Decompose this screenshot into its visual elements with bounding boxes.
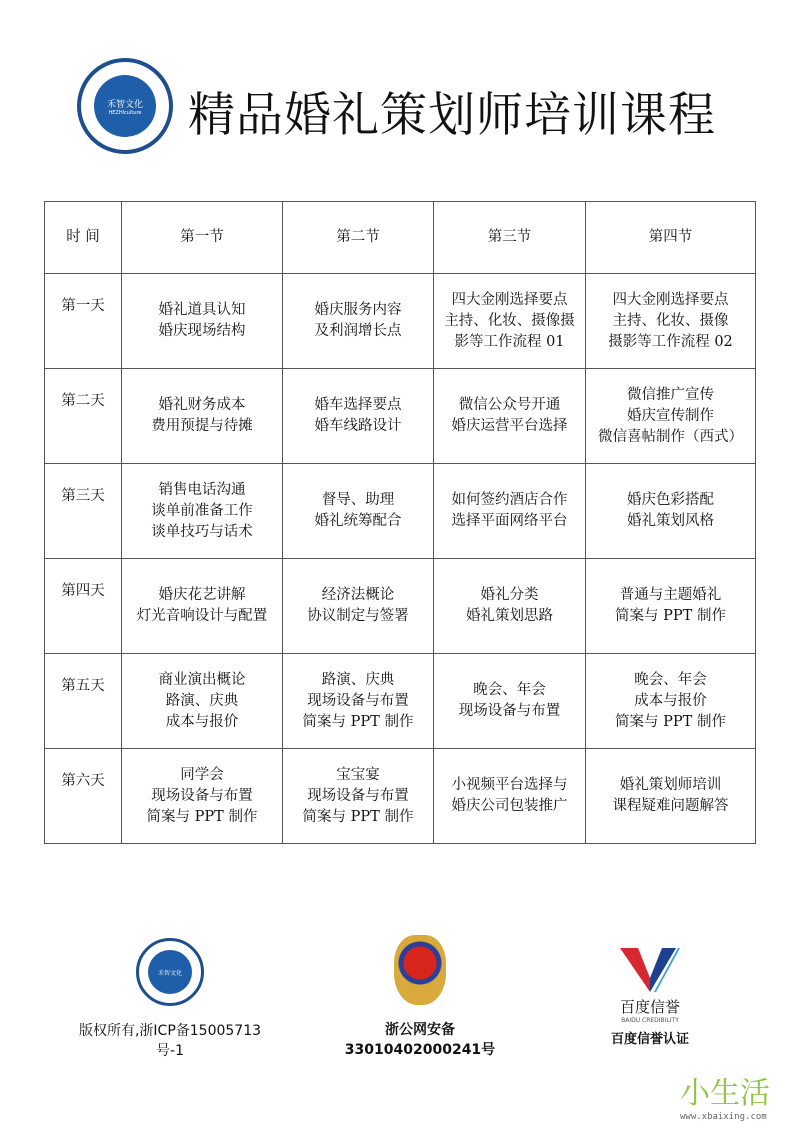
session-line: 成本与报价 bbox=[165, 713, 239, 730]
session-line: 费用预提与待摊 bbox=[151, 418, 253, 434]
session-cell bbox=[586, 654, 756, 749]
session-line: 婚庆宣传制作 bbox=[627, 407, 714, 424]
session-cell bbox=[586, 274, 756, 369]
session-cell bbox=[122, 369, 283, 464]
session-line: 谈单技巧与话术 bbox=[151, 523, 253, 540]
session-line: 婚礼策划思路 bbox=[466, 608, 553, 624]
column-header: 第三节 bbox=[434, 202, 586, 274]
session-line: 谈单前准备工作 bbox=[151, 502, 253, 519]
session-cell bbox=[122, 559, 283, 654]
session-cell bbox=[122, 654, 283, 749]
session-line: 现场设备与布置 bbox=[307, 787, 409, 804]
session-line: 婚庆色彩搭配 bbox=[627, 492, 714, 508]
session-cell bbox=[122, 749, 283, 844]
session-line: 经济法概论 bbox=[321, 587, 395, 603]
day-cell: 第一天 bbox=[45, 274, 122, 369]
police-emblem-icon bbox=[394, 935, 446, 1005]
session-line: 协议制定与签署 bbox=[307, 608, 409, 624]
day-cell: 第六天 bbox=[45, 749, 122, 844]
session-cell bbox=[434, 749, 586, 844]
session-line: 晚会、年会 bbox=[473, 682, 546, 698]
session-line: 婚庆公司包装推广 bbox=[451, 798, 568, 814]
session-line: 四大金刚选择要点 bbox=[451, 291, 568, 308]
session-line: 婚庆服务内容 bbox=[314, 302, 402, 318]
session-line: 晚会、年会 bbox=[634, 671, 707, 688]
table-row bbox=[45, 559, 756, 654]
footer-police: 浙公网安备 33010402000241号 bbox=[320, 935, 520, 1059]
session-line: 微信推广宣传 bbox=[627, 386, 714, 403]
session-cell bbox=[283, 749, 434, 844]
session-cell bbox=[434, 369, 586, 464]
session-line: 销售电话沟通 bbox=[158, 481, 246, 498]
table-row bbox=[45, 464, 756, 559]
session-line: 婚庆现场结构 bbox=[158, 323, 246, 339]
session-cell bbox=[283, 654, 434, 749]
session-line: 路演、庆典 bbox=[321, 671, 395, 688]
session-line: 微信喜帖制作（西式） bbox=[598, 428, 743, 445]
day-cell: 第四天 bbox=[45, 559, 122, 654]
session-cell bbox=[434, 559, 586, 654]
session-line: 同学会 bbox=[180, 766, 224, 783]
session-line: 现场设备与布置 bbox=[151, 787, 253, 804]
course-table bbox=[44, 201, 756, 844]
session-cell bbox=[434, 654, 586, 749]
hezhi-logo: 禾智文化 HEZHIculture bbox=[77, 58, 173, 154]
session-line: 微信公众号开通 bbox=[458, 397, 561, 413]
session-line: 婚车选择要点 bbox=[314, 397, 402, 413]
hezhi-logo-small: 禾智文化 bbox=[136, 938, 204, 1006]
session-cell bbox=[434, 274, 586, 369]
session-line: 普通与主题婚礼 bbox=[619, 587, 722, 603]
session-line: 婚礼财务成本 bbox=[158, 397, 246, 413]
session-line: 婚礼策划风格 bbox=[627, 513, 714, 529]
page-title: 精品婚礼策划师培训课程 bbox=[188, 88, 716, 143]
session-line: 督导、助理 bbox=[321, 492, 395, 508]
session-cell bbox=[586, 559, 756, 654]
session-line: 成本与报价 bbox=[634, 692, 707, 709]
session-cell bbox=[586, 749, 756, 844]
session-line: 婚车线路设计 bbox=[314, 418, 402, 434]
table-row bbox=[45, 369, 756, 464]
session-line: 简案与 PPT 制作 bbox=[615, 608, 726, 624]
session-line: 简案与 PPT 制作 bbox=[302, 713, 414, 730]
session-cell bbox=[586, 464, 756, 559]
footer-copyright: 禾智文化 版权所有,浙ICP备15005713号-1 bbox=[70, 938, 270, 1060]
session-line: 简案与 PPT 制作 bbox=[146, 808, 258, 825]
session-cell bbox=[283, 274, 434, 369]
column-header: 第二节 bbox=[283, 202, 434, 274]
day-cell: 第二天 bbox=[45, 369, 122, 464]
table-row bbox=[45, 274, 756, 369]
session-line: 及利润增长点 bbox=[314, 323, 402, 339]
watermark: 小生活 www.xbaixing.com bbox=[680, 1076, 770, 1122]
session-line: 简案与 PPT 制作 bbox=[615, 713, 726, 730]
day-cell: 第五天 bbox=[45, 654, 122, 749]
column-header: 第一节 bbox=[122, 202, 283, 274]
session-line: 路演、庆典 bbox=[165, 692, 239, 709]
session-cell bbox=[283, 559, 434, 654]
session-cell bbox=[122, 274, 283, 369]
session-cell bbox=[283, 369, 434, 464]
session-cell bbox=[122, 464, 283, 559]
session-line: 影等工作流程 01 bbox=[454, 333, 565, 350]
session-line: 简案与 PPT 制作 bbox=[302, 808, 414, 825]
table-row bbox=[45, 749, 756, 844]
baidu-credibility-icon bbox=[620, 948, 680, 992]
session-line: 现场设备与布置 bbox=[458, 703, 561, 719]
session-line: 如何签约酒店合作 bbox=[451, 492, 568, 508]
session-line: 课程疑难问题解答 bbox=[612, 798, 729, 814]
session-line: 婚庆花艺讲解 bbox=[158, 587, 246, 603]
session-line: 婚礼策划师培训 bbox=[619, 777, 722, 793]
session-line: 主持、化妆、摄像 bbox=[612, 312, 729, 329]
footer-baidu: 百度信誉 BAIDU CREDIBILITY 百度信誉认证 bbox=[580, 948, 720, 1047]
session-line: 主持、化妆、摄像摄 bbox=[444, 312, 575, 329]
day-cell: 第三天 bbox=[45, 464, 122, 559]
session-line: 现场设备与布置 bbox=[307, 692, 409, 709]
session-cell bbox=[586, 369, 756, 464]
session-line: 宝宝宴 bbox=[336, 766, 380, 783]
session-line: 灯光音响设计与配置 bbox=[136, 608, 268, 624]
session-line: 婚礼分类 bbox=[480, 587, 539, 603]
header-row bbox=[45, 202, 756, 274]
session-line: 小视频平台选择与 bbox=[451, 777, 568, 793]
session-line: 婚礼统筹配合 bbox=[314, 513, 402, 529]
session-line: 四大金刚选择要点 bbox=[612, 291, 729, 308]
session-line: 婚庆运营平台选择 bbox=[451, 418, 568, 434]
column-header: 时 间 bbox=[45, 202, 122, 274]
session-cell bbox=[283, 464, 434, 559]
session-line: 婚礼道具认知 bbox=[158, 302, 246, 318]
session-line: 摄影等工作流程 02 bbox=[608, 333, 733, 350]
session-line: 选择平面网络平台 bbox=[451, 513, 568, 529]
column-header: 第四节 bbox=[586, 202, 756, 274]
session-line: 商业演出概论 bbox=[158, 671, 246, 688]
table-row bbox=[45, 654, 756, 749]
session-cell bbox=[434, 464, 586, 559]
